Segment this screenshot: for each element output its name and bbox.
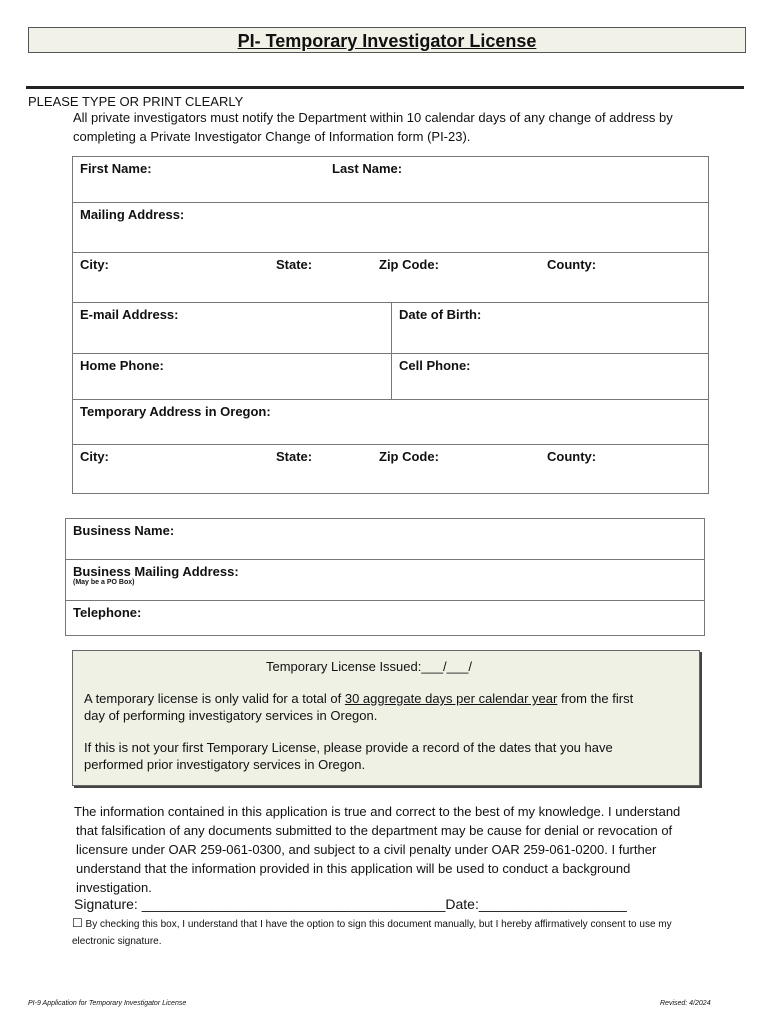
footer-revised: Revised: 4/2024 (660, 1000, 711, 1007)
attestation-paragraph (74, 802, 734, 897)
state-label: State: (276, 257, 313, 272)
date-label: Date: (445, 896, 479, 912)
signature-label: Signature: (74, 896, 138, 912)
business-name-label: Business Name: (73, 523, 175, 538)
temp-address-label: Temporary Address in Oregon: (80, 404, 271, 419)
license-issued-row (266, 658, 472, 675)
signature-field[interactable]: _______________________________________ (141, 896, 446, 912)
county-label-2: County: (547, 449, 597, 464)
footer-form-name: PI-9 Application for Temporary Investigator License (28, 1000, 187, 1007)
consent-text-2: electronic signature. (72, 936, 162, 947)
last-name-label: Last Name: (332, 161, 403, 176)
city-label: City: (80, 257, 109, 272)
email-field[interactable] (73, 303, 392, 354)
business-mailing-field[interactable] (66, 560, 705, 601)
title-banner (28, 27, 746, 53)
instructions-heading: PLEASE TYPE OR PRINT CLEARLY (28, 94, 244, 109)
home-phone-field[interactable] (73, 354, 392, 400)
city-label-2: City: (80, 449, 109, 464)
business-mailing-label: Business Mailing Address: (73, 564, 239, 579)
prior-services-line-1: If this is not your first Temporary License, please provide a record of the dates that you have (84, 740, 613, 755)
attestation-line-2: that falsification of any documents submitted to the department may be cause for denial or revocation of (76, 823, 673, 838)
e-signature-consent (72, 915, 742, 950)
mailing-address-field[interactable] (73, 203, 709, 253)
validity-text-start: A temporary license is only valid for a total of (84, 691, 345, 706)
instructions-line-2: completing a Private Investigator Change of Information form (PI-23). (73, 129, 471, 144)
cell-phone-field[interactable] (392, 354, 709, 400)
attestation-line-4: understand that the information provided in this application will be used to conduct a background (76, 861, 631, 876)
signature-row (74, 896, 627, 912)
validity-line-2: day of performing investigatory services in Oregon. (84, 708, 378, 723)
temp-address-field[interactable] (73, 400, 709, 445)
attestation-line-5: investigation. (76, 880, 152, 895)
telephone-field[interactable] (66, 601, 705, 636)
attestation-line-3: licensure under OAR 259-061-0300, and subject to a civil penalty under OAR 259-061-0200. I further (76, 842, 657, 857)
cell-phone-label: Cell Phone: (399, 358, 471, 373)
personal-info-form (72, 156, 709, 494)
divider (26, 86, 744, 89)
county-label: County: (547, 257, 597, 272)
instructions-line-1: All private investigators must notify the Department within 10 calendar days of any change of address by (73, 110, 673, 125)
business-info-form (65, 518, 705, 636)
validity-line-1 (84, 690, 633, 707)
po-box-note: (May be a PO Box) (73, 579, 135, 586)
email-label: E-mail Address: (80, 307, 179, 322)
license-issued-value[interactable]: ___/___/ (421, 659, 472, 674)
home-phone-label: Home Phone: (80, 358, 164, 373)
city-state-zip-row[interactable] (73, 253, 709, 303)
date-field[interactable]: ___________________ (478, 896, 627, 912)
temp-city-state-zip-row[interactable] (73, 445, 709, 494)
consent-text-1: By checking this box, I understand that I have the option to sign this document manually, but I hereby affirmatively consent to use my (82, 919, 672, 930)
page-title: PI- Temporary Investigator License (237, 31, 537, 51)
telephone-label: Telephone: (73, 605, 142, 620)
license-issued-label: Temporary License Issued: (266, 659, 422, 674)
zip-code-label: Zip Code: (379, 257, 439, 272)
zip-code-label-2: Zip Code: (379, 449, 439, 464)
mailing-address-label: Mailing Address: (80, 207, 185, 222)
consent-checkbox[interactable]: ☐ (72, 916, 83, 930)
validity-emphasis: 30 aggregate days per calendar year (344, 691, 558, 706)
validity-text-end: from the first (557, 691, 634, 706)
business-name-field[interactable] (66, 519, 705, 560)
license-info-box (72, 650, 700, 786)
dob-field[interactable] (392, 303, 709, 354)
state-label-2: State: (276, 449, 313, 464)
first-name-label: First Name: (80, 161, 152, 176)
name-row[interactable] (73, 157, 709, 203)
dob-label: Date of Birth: (399, 307, 482, 322)
prior-services-line-2: performed prior investigatory services in Oregon. (84, 757, 366, 772)
attestation-line-1: The information contained in this application is true and correct to the best of my knowledge. I understand (74, 804, 681, 819)
